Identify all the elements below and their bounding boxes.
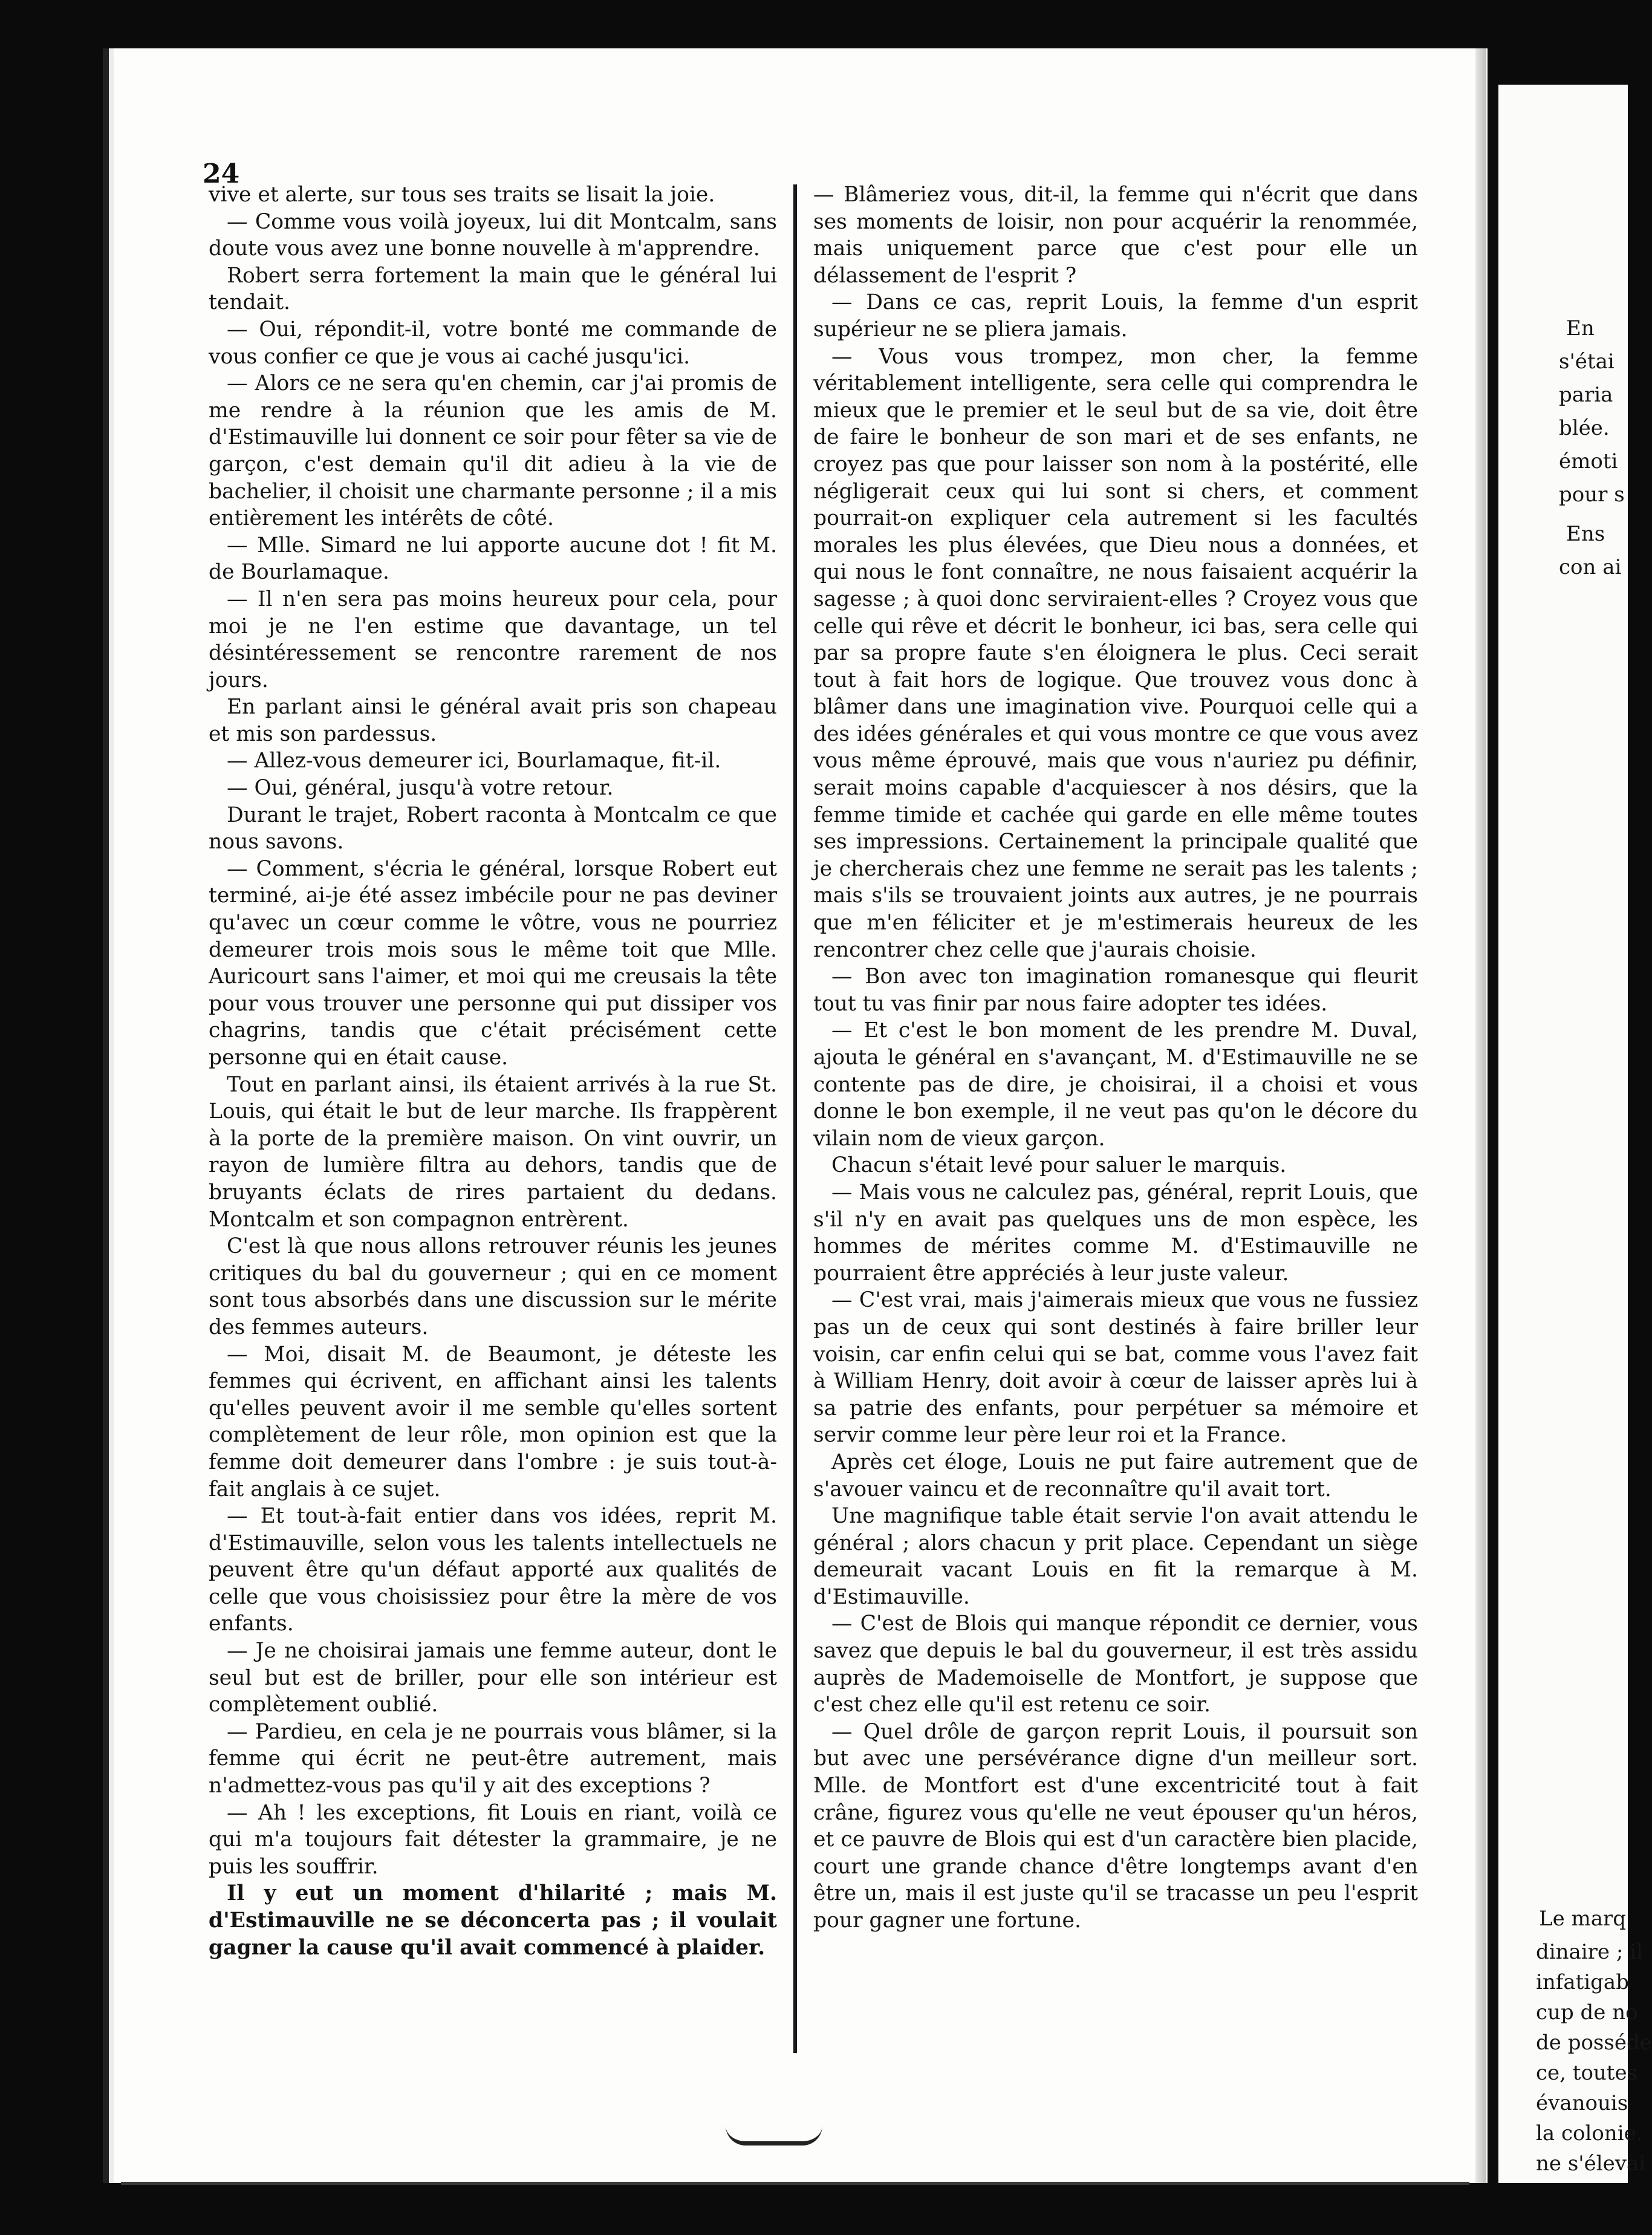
paragraph: — Oui, répondit-il, votre bonté me commande de vous confier ce que je vous ai caché jusqu'ici. [209,317,777,369]
paragraph: Après cet éloge, Louis ne put faire autrement que de s'avouer vaincu et de reconnaître qu'il avait tort. [813,1449,1418,1501]
paragraph: — Je ne choisirai jamais une femme auteur, dont le seul but est de briller, pour elle son intérieur est complètement oublié. [209,1639,777,1717]
fragment-line: Ens [1566,522,1605,546]
paragraph: C'est là que nous allons retrouver réunis les jeunes critiques du bal du gouverneur ; qui en ce moment sont tous absorbés dans une discussion sur le mérite des femmes auteurs. [209,1234,777,1339]
paragraph: — Ah ! les exceptions, fit Louis en riant, voilà ce qui m'a toujours fait détester la grammaire, je ne puis les souffrir. [209,1800,777,1879]
fragment-line: s'étai [1559,350,1615,374]
fragment-line: cup de no [1536,2000,1638,2025]
paragraph: — Mlle. Simard ne lui apporte aucune dot ! fit M. de Bourlamaque. [209,533,777,585]
paragraph: Tout en parlant ainsi, ils étaient arrivés à la rue St. Louis, qui était le but de leur marche. Ils frappèrent à la porte de la première maison. On vint ouvrir, un rayon de lumière filtra au dehors, tandis que de bruyants éclats de rires partaient du dedans. Montcalm et son compagnon entrèrent. [209,1072,777,1232]
fragment-line: émoti [1559,449,1618,473]
paragraph: — Comment, s'écria le général, lorsque Robert eut terminé, ai-je été assez imbécile pour ne pas deviner qu'avec un cœur comme le vôtre, vous ne pourriez demeurer trois mois sous le même toit que Mlle. Auricourt sans l'aimer, et moi qui me creusais la tête pour vous trouver une personne qui put dissiper vos chagrins, tandis que c'était précisément cette personne qui en était cause. [209,856,777,1070]
paragraph: vive et alerte, sur tous ses traits se lisait la joie. [209,183,715,207]
fragment-line: paria [1559,383,1613,407]
fragment-line: En [1566,316,1595,340]
paragraph: — Blâmeriez vous, dit-il, la femme qui n'écrit que dans ses moments de loisir, non pour acquérir la renommée, mais uniquement parce que c'est pour elle un délassement de l'esprit ? [813,183,1418,288]
paragraph: Il y eut un moment d'hilarité ; mais M. d'Estimauville ne se déconcerta pas ; il voulait gagner la cause qu'il avait commencé à plaider. [209,1881,777,1960]
paragraph: — Et c'est le bon moment de les prendre M. Duval, ajouta le général en s'avançant, M. d'Estimauville ne se contente pas de dire, je choisirai, il a choisi et vous donne le bon exemple, il ne veut pas qu'on le décore du vilain nom de vieux garçon. [813,1018,1418,1151]
paragraph: — Vous vous trompez, mon cher, la femme véritablement intelligente, sera celle qui comprendra le mieux que le premier et le seul but de sa vie, doit être de faire le bonheur de son mari et de ses enfants, ne croyez pas que pour laisser son nom à la postérité, elle négligerait ceux qui lui sont si chers, et comment pourrait-on expliquer cela autrement si les facultés morales les plus élevées, que Dieu nous a données, et qui nous le font connaître, ne nous faisaient acquérir la sagesse ; à quoi donc serviraient-elles ? Croyez vous que celle qui rêve et décrit le bonheur, ici bas, sera celle qui par sa propre faute s'en éloignera le plus. Ceci serait tout à fait hors de logique. Que trouvez vous donc à blâmer dans une imagination vive. Pourquoi celle qui a des idées générales et qui vous montre ce que vous avez vous même éprouvé, mais que vous n'auriez pu définir, serait moins capable d'acquiescer à nos désirs, que la femme timide et cachée qui garde en elle même toutes ses impressions. Certainement la principale qualité que je chercherais chez une femme ne serait pas les talents ; mais s'ils se trouvaient joints aux autres, je ne pourrais que m'en féliciter et je m'estimerais heureux de les rencontrer chez celle que j'aurais choisie. [813,344,1418,962]
page-bottom-edge [121,2182,1469,2185]
fragment-line: ce, toutes [1536,2061,1638,2085]
fragment-line: infatigab [1536,1970,1629,1994]
paragraph: — Il n'en sera pas moins heureux pour cela, pour moi je ne l'en estime que davantage, un tel désintéressement se rencontre rarement de nos jours. [209,587,777,692]
paragraph: — Mais vous ne calculez pas, général, reprit Louis, que s'il n'y en avait pas quelques uns de mon espèce, les hommes de mérites comme M. d'Estimauville ne pourraient être appréciés à leur juste valeur. [813,1180,1418,1286]
fragment-line: ne s'élevai [1536,2152,1646,2176]
fragment-line: de posséde [1536,2031,1652,2055]
fragment-line: dinaire ; il [1536,1940,1643,1964]
binding-mark [726,2126,822,2146]
fragment-line: con ai [1559,555,1622,579]
paragraph: — C'est de Blois qui manque répondit ce dernier, vous savez que depuis le bal du gouverneur, il est très assidu auprès de Mademoiselle de Montfort, je suppose que c'est chez elle qu'il est retenu ce soir. [813,1612,1418,1717]
paragraph: — Et tout-à-fait entier dans vos idées, reprit M. d'Estimauville, selon vous les talents intellectuels ne peuvent être qu'un défaut apporté aux qualités de celle que vous choisissiez pour être la mère de vos enfants. [209,1504,777,1636]
fragment-line: la colonie. [1536,2121,1643,2146]
paragraph: Robert serra fortement la main que le général lui tendait. [209,263,777,315]
column-rule [793,184,797,2053]
paragraph: — Oui, général, jusqu'à votre retour. [227,776,614,801]
fragment-line: pour s [1559,483,1625,507]
page-number: 24 [203,158,240,189]
paragraph: En parlant ainsi le général avait pris son chapeau et mis son pardessus. [209,695,777,746]
fragment-line: Le marq [1539,1907,1627,1931]
paragraph: — Allez-vous demeurer ici, Bourlamaque, fit-il. [227,749,721,773]
paragraph: — Bon avec ton imagination romanesque qui fleurit tout tu vas finir par nous faire adopter tes idées. [813,965,1418,1016]
paragraph: Une magnifique table était servie l'on avait attendu le général ; alors chacun y prit place. Cependant un siège demeurait vacant Louis en fit la remarque à M. d'Estimauville. [813,1504,1418,1609]
paragraph: — Pardieu, en cela je ne pourrais vous blâmer, si la femme qui écrit ne peut-être autrement, mais n'admettez-vous pas qu'il y ait des exceptions ? [209,1719,777,1798]
fragment-line: évanouis [1536,2091,1628,2115]
paragraph: — Moi, disait M. de Beaumont, je déteste les femmes qui écrivent, en affichant ainsi les talents qu'elles peuvent avoir il me semble qu'elles sortent complètement de leur rôle, mon opinion est que la femme doit demeurer dans l'ombre : je suis tout-à-fait anglais à ce sujet. [209,1342,777,1501]
paragraph: — Dans ce cas, reprit Louis, la femme d'un esprit supérieur ne se pliera jamais. [813,290,1418,342]
paragraph: — Quel drôle de garçon reprit Louis, il poursuit son but avec une persévérance digne d'un meilleur sort. Mlle. de Montfort est d'une excentricité tout à fait crâne, figurez vous qu'elle ne veut épouser qu'un héros, et ce pauvre de Blois qui est d'un caractère bien placide, court une grande chance d'être longtemps avant d'en être un, mais il est juste qu'il se tracasse un peu l'esprit pour gagner une fortune. [813,1719,1418,1933]
paragraph: — Alors ce ne sera qu'en chemin, car j'ai promis de me rendre à la réunion que les amis de M. d'Estimauville lui donnent ce soir pour fêter sa vie de garçon, c'est demain qu'il dit adieu à la vie de bachelier, il choisit une charmante personne ; il a mis entièrement les intérêts de côté. [209,371,777,531]
right-text-column [813,181,1418,1934]
paragraph: — Comme vous voilà joyeux, lui dit Montcalm, sans doute vous avez une bonne nouvelle à m'apprendre. [209,209,777,261]
fragment-line: blée. [1559,416,1610,440]
paragraph: Chacun s'était levé pour saluer le marquis. [831,1153,1287,1178]
page-edge [1475,48,1486,2183]
paragraph: Durant le trajet, Robert raconta à Montcalm ce que nous savons. [209,802,777,854]
paragraph: — C'est vrai, mais j'aimerais mieux que vous ne fussiez pas un de ceux qui sont destinés à faire briller leur voisin, car enfin celui qui se bat, comme vous l'avez fait à William Henry, doit avoir à cœur de laisser après lui à sa patrie des enfants, pour perpétuer sa mémoire et servir comme leur père leur roi et la France. [813,1288,1418,1448]
left-text-column [209,181,777,1961]
